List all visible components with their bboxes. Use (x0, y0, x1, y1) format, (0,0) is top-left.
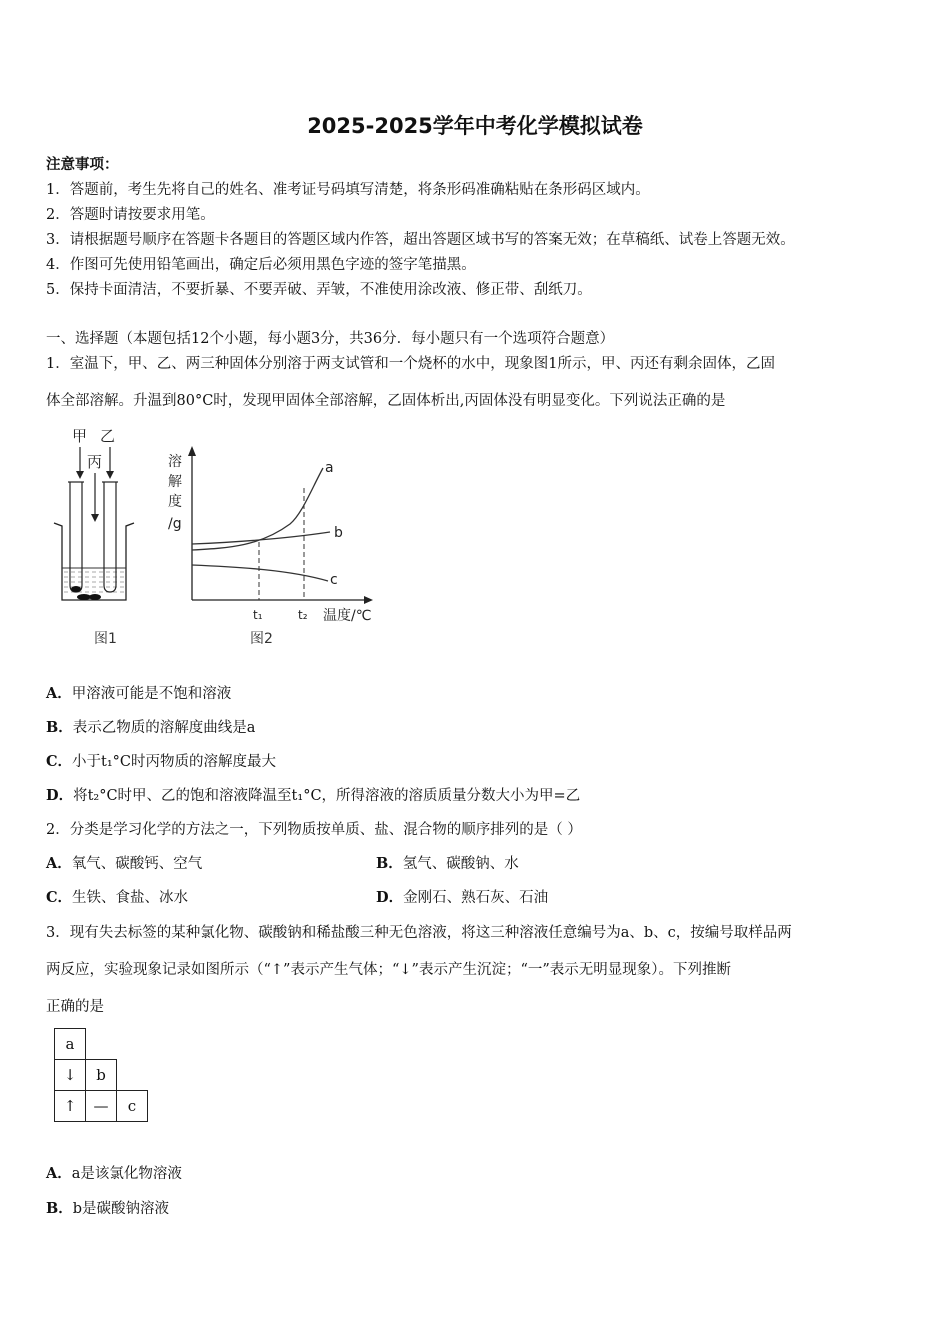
q1-stem: 体全部溶解。升温到80°C时，发现甲固体全部溶解，乙固体析出,丙固体没有明显变化。下列说法正确的是 (46, 393, 726, 409)
q3-option-b (46, 1197, 169, 1218)
curve-a (192, 468, 323, 550)
q2-option-d (376, 886, 548, 907)
x-axis-label: 温度/℃ (323, 608, 372, 624)
curve-label-c: c (330, 572, 338, 588)
curve-label-a: a (325, 460, 334, 476)
q1-option-d (46, 784, 580, 805)
option-text: 氧气、碳酸钙、空气 (71, 856, 203, 872)
option-label: D． (376, 889, 404, 906)
curve-c (192, 565, 328, 581)
ylabel-char: 解 (168, 474, 182, 490)
notice-item: 1．答题前，考生先将自己的姓名、准考证号码填写清楚，将条形码准确粘贴在条形码区域内。 (46, 182, 650, 198)
option-label: B． (46, 1200, 73, 1217)
page-title: 2025-2025学年中考化学模拟试卷 (307, 114, 643, 138)
option-label: A． (46, 855, 72, 872)
q3-stem: 两反应，实验现象记录如图所示（“↑”表示产生气体；“↓”表示产生沉淀；“一”表示无明显现象）。下列推断 (46, 962, 732, 978)
q3-stem: 正确的是 (46, 999, 104, 1015)
q2-option-c (46, 886, 188, 907)
option-label: C． (46, 753, 73, 770)
option-text: 氢气、碳酸钠、水 (402, 856, 519, 872)
q1-option-a (46, 682, 231, 703)
notice-item: 5．保持卡面清洁，不要折暴、不要弄破、弄皱，不准使用涂改液、修正带、刮纸刀。 (46, 282, 592, 298)
label-jia: 甲 (72, 427, 88, 445)
option-text: 小于t₁°C时丙物质的溶解度最大 (72, 754, 277, 770)
option-label: B． (376, 855, 403, 872)
option-label: B． (46, 719, 73, 736)
reaction-table (54, 1028, 148, 1122)
q1-stem: 1．室温下，甲、乙、两三种固体分别溶于两支试管和一个烧杯的水中，现象图1所示，甲、丙还有剩余固体，乙固 (46, 356, 775, 372)
table-cell: — (86, 1091, 117, 1122)
table-row (55, 1091, 148, 1122)
fig1-caption: 图1 (94, 631, 117, 647)
option-label: D． (46, 787, 74, 804)
q3-option-a (46, 1162, 182, 1183)
option-text: 甲溶液可能是不饱和溶液 (71, 686, 232, 702)
option-text: a是该氯化物溶液 (71, 1166, 182, 1182)
ylabel-char: 度 (168, 494, 182, 510)
table-cell: ↓ (55, 1060, 86, 1091)
option-text: 将t₂°C时甲、乙的饱和溶液降温至t₁°C，所得溶液的溶质质量分数大小为甲=乙 (73, 788, 581, 804)
table-cell: c (117, 1091, 148, 1122)
notice-item: 2．答题时请按要求用笔。 (46, 207, 215, 223)
q2-option-b (376, 852, 519, 873)
option-text: 金刚石、熟石灰、石油 (403, 890, 549, 906)
section-heading: 一、选择题（本题包括12个小题，每小题3分，共36分．每小题只有一个选项符合题意） (46, 331, 615, 347)
table-cell: ↑ (55, 1091, 86, 1122)
q1-option-b (46, 716, 255, 737)
q2-option-a (46, 852, 202, 873)
ylabel-char: /g (168, 516, 182, 532)
table-row (55, 1029, 148, 1060)
q1-figure (40, 420, 390, 655)
tick-t2: t₂ (298, 608, 308, 622)
notice-heading: 注意事项： (46, 156, 119, 173)
table-cell: b (86, 1060, 117, 1091)
option-text: 生铁、食盐、冰水 (72, 890, 189, 906)
label-bing: 丙 (87, 453, 103, 471)
table-cell: a (55, 1029, 86, 1060)
curve-b (192, 532, 330, 544)
notice-item: 4．作图可先使用铅笔画出，确定后必须用黑色字迹的签字笔描黑。 (46, 257, 476, 273)
table-row (55, 1060, 148, 1091)
q3-stem: 3．现有失去标签的某种氯化物、碳酸钠和稀盐酸三种无色溶液，将这三种溶液任意编号为a、b、c，按编号取样品两 (46, 925, 792, 941)
label-yi: 乙 (100, 427, 116, 445)
option-text: b是碳酸钠溶液 (72, 1201, 170, 1217)
fig2-caption: 图2 (250, 631, 273, 647)
tick-t1: t₁ (253, 608, 263, 622)
option-label: C． (46, 889, 73, 906)
option-label: A． (46, 685, 72, 702)
q1-option-c (46, 750, 276, 771)
option-text: 表示乙物质的溶解度曲线是a (72, 720, 256, 736)
q2-stem: 2．分类是学习化学的方法之一，下列物质按单质、盐、混合物的顺序排列的是（ ） (46, 822, 582, 838)
option-label: A． (46, 1165, 72, 1182)
notice-item: 3．请根据题号顺序在答题卡各题目的答题区域内作答，超出答题区域书写的答案无效；在草稿纸、试卷上答题无效。 (46, 232, 795, 248)
curve-label-b: b (334, 525, 343, 541)
ylabel-char: 溶 (168, 454, 182, 470)
